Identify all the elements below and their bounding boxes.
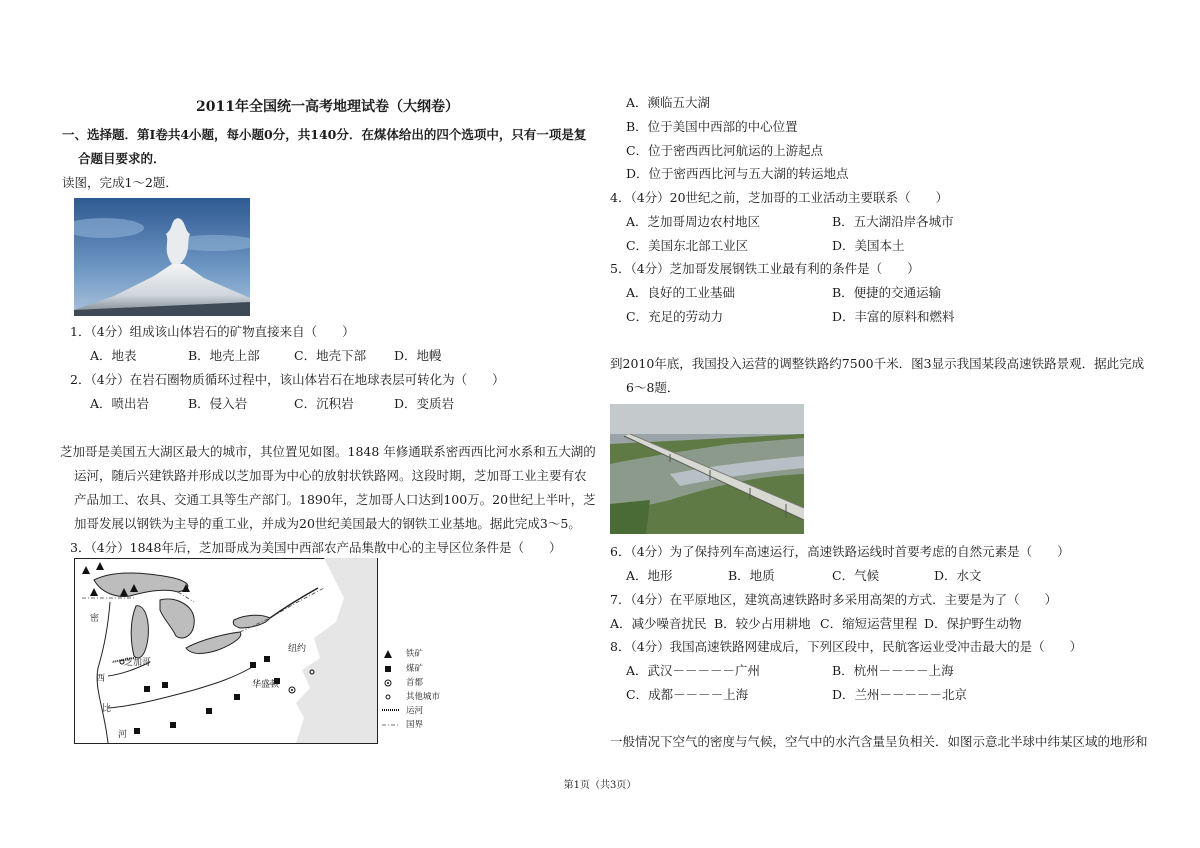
legend-border: 国界 [406, 720, 424, 730]
section-heading: 一、选择题．第Ⅰ卷共4小题，每小题0分，共140分．在煤体给出的四个选项中，只有一项是复 [62, 127, 587, 142]
q3-stem: 3．（4分）1848年后，芝加哥成为美国中西部农产品集散中心的主导区位条件是（ ） [70, 540, 562, 555]
page-footer: 第1页（共3页） [563, 780, 637, 791]
q1-option-b[interactable]: B．地壳上部 [188, 348, 260, 363]
q5-option-a[interactable]: A．良好的工业基础 [626, 285, 736, 300]
q8-option-c[interactable]: C．成都－－－－上海 [626, 687, 749, 702]
legend-city: 其他城市 [406, 692, 441, 702]
map-label-mi1: 密 [90, 614, 100, 624]
great-lakes-map [74, 558, 378, 744]
q2-stem: 2．（4分）在岩石圈物质循环过程中，该山体岩石在地球表层可转化为（ ） [70, 372, 505, 387]
q2-option-c[interactable]: C．沉积岩 [294, 396, 354, 411]
q5-stem: 5．（4分）芝加哥发展钢铁工业最有利的条件是（ ） [610, 261, 920, 276]
q1-option-a[interactable]: A．地表 [90, 348, 137, 363]
q6-option-b[interactable]: B．地质 [728, 568, 775, 583]
q5-option-b[interactable]: B．便捷的交通运输 [832, 285, 942, 300]
q4-option-a[interactable]: A．芝加哥周边农村地区 [626, 214, 761, 229]
passage-chicago-2: 运河，随后兴建铁路并形成以芝加哥为中心的放射状铁路网。这段时期，芝加哥工业主要有农 [74, 468, 587, 483]
q6-option-a[interactable]: A．地形 [626, 568, 673, 583]
q4-option-d[interactable]: D．美国本土 [832, 238, 905, 253]
legend-capital: 首都 [406, 678, 424, 688]
page-title: 2011年全国统一高考地理试卷（大纲卷） [196, 99, 459, 115]
q7-option-c[interactable]: C．缩短运营里程 [820, 616, 918, 631]
q7-option-d[interactable]: D．保护野生动物 [924, 616, 1022, 631]
q1-option-c[interactable]: C．地壳下部 [294, 348, 367, 363]
map-label-river: 河 [118, 730, 128, 740]
map-label-newyork: 纽约 [288, 644, 307, 654]
volcano-image [74, 198, 250, 316]
q1-stem: 1．（4分）组成该山体岩石的矿物直接来自（ ） [70, 324, 355, 339]
q3-option-d[interactable]: D．位于密西西比河与五大湖的转运地点 [626, 166, 849, 181]
railway-image [610, 404, 804, 534]
q3-option-b[interactable]: B．位于美国中西部的中心位置 [626, 119, 798, 134]
q6-option-c[interactable]: C．气候 [832, 568, 880, 583]
q3-option-c[interactable]: C．位于密西西比河航运的上游起点 [626, 143, 824, 158]
q2-option-d[interactable]: D．变质岩 [394, 396, 455, 411]
q1-option-d[interactable]: D．地幔 [394, 348, 442, 363]
passage-chicago-4: 加哥发展以钢铁为主导的重工业，并成为20世纪美国最大的钢铁工业基地。据此完成3～5。 [74, 516, 581, 531]
q7-stem: 7．（4分）在平原地区，建筑高速铁路时多采用高架的方式．主要是为了（ ） [610, 592, 1058, 607]
passage-air: 一般情况下空气的密度与气候，空气中的水汽含量呈负相关．如图示意北半球中纬某区域的地形和 [610, 734, 1148, 749]
legend-coal: 煤矿 [406, 664, 424, 674]
q8-option-d[interactable]: D．兰州－－－－－北京 [832, 687, 968, 702]
passage-rail-1: 到2010年底，我国投入运营的调整铁路约7500千米．图3显示我国某段高速铁路景观．据此完成 [610, 356, 1145, 371]
passage-chicago-3: 产品加工、农具、交通工具等生产部门。1890年，芝加哥人口达到100万。20世纪上半叶，芝 [74, 492, 596, 507]
q4-option-c[interactable]: C．美国东北部工业区 [626, 238, 749, 253]
q5-option-c[interactable]: C．充足的劳动力 [626, 309, 724, 324]
q8-stem: 8．（4分）我国高速铁路网建成后，下列区段中，民航客运业受冲击最大的是（ ） [610, 639, 1083, 654]
q8-option-a[interactable]: A．武汉－－－－－广州 [626, 663, 761, 678]
q8-option-b[interactable]: B．杭州－－－－上海 [832, 663, 954, 678]
passage-chicago-1: 芝加哥是美国五大湖区最大的城市，其位置见如图。1848 年修通联系密西西比河水系和五大湖的 [60, 444, 596, 459]
q6-stem: 6．（4分）为了保持列车高速运行，高速铁路运线时首要考虑的自然元素是（ ） [610, 544, 1070, 559]
q2-option-a[interactable]: A．喷出岩 [90, 396, 150, 411]
map-legend [382, 648, 472, 744]
q7-option-a[interactable]: A．减少噪音扰民 [610, 616, 707, 631]
q3-option-a[interactable]: A．濒临五大湖 [626, 95, 711, 110]
q5-option-d[interactable]: D．丰富的原料和燃料 [832, 309, 955, 324]
q4-stem: 4．（4分）20世纪之前，芝加哥的工业活动主要联系（ ） [610, 190, 949, 205]
passage-rail-2: 6～8题． [626, 380, 680, 395]
legend-canal: 运河 [406, 706, 424, 716]
q7-option-b[interactable]: B．较少占用耕地 [714, 616, 811, 631]
map-label-mi2: 西 [96, 674, 106, 684]
q4-option-b[interactable]: B．五大湖沿岸各城市 [832, 214, 954, 229]
section-heading-cont: 合题目要求的． [78, 151, 166, 166]
map-label-washington: 华盛顿 [252, 680, 280, 690]
legend-iron: 铁矿 [406, 649, 424, 659]
q2-option-b[interactable]: B．侵入岩 [188, 396, 248, 411]
intro-q1-2: 读图，完成1～2题． [62, 175, 178, 190]
map-label-chicago: 芝加哥 [124, 658, 152, 668]
q6-option-d[interactable]: D．水文 [934, 568, 982, 583]
map-label-mi3: 比 [102, 704, 112, 714]
